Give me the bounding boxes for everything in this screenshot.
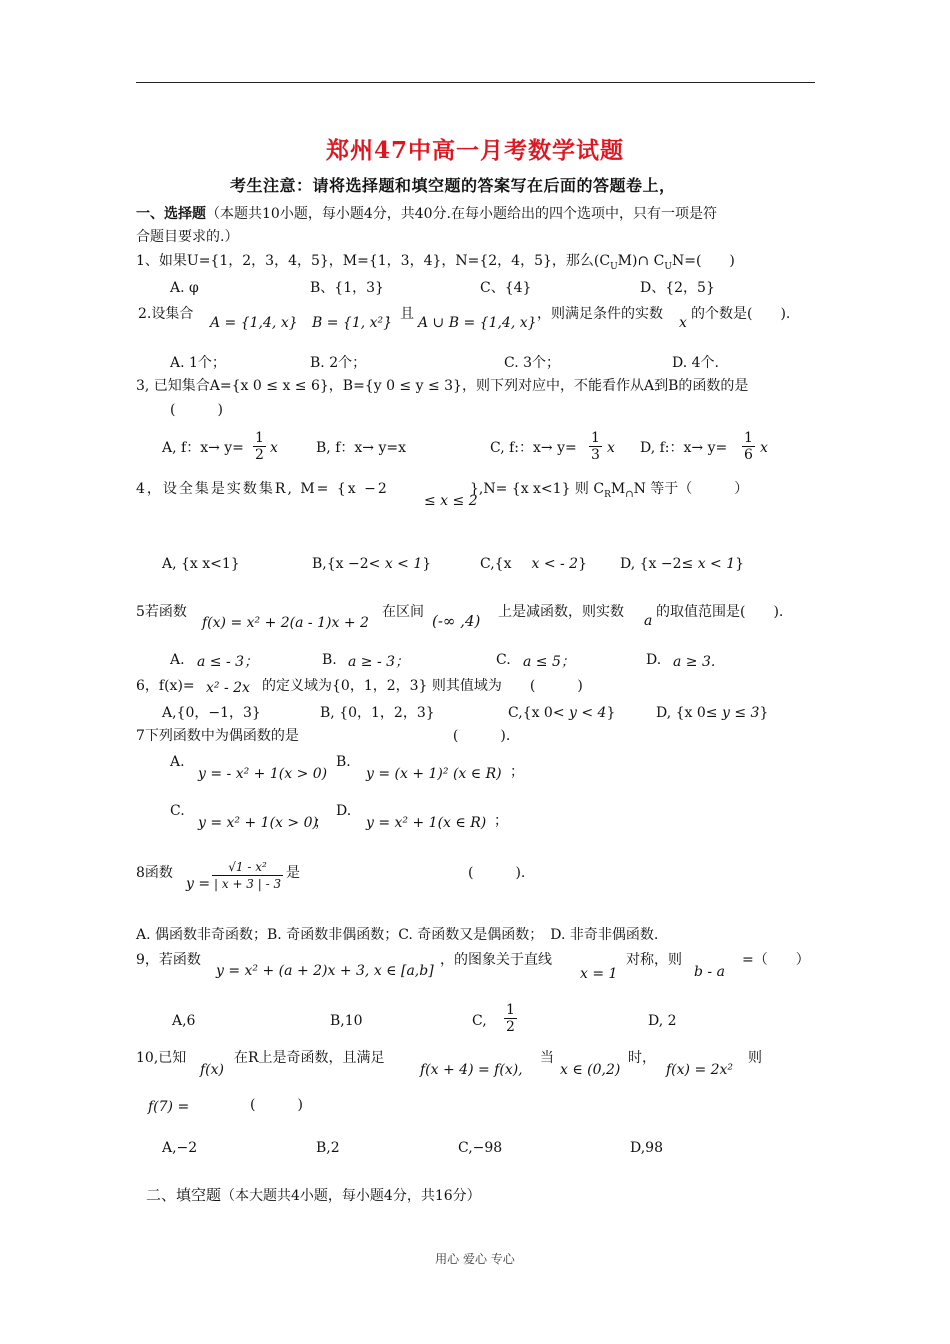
q2-set-b: B = {1, x²} <box>312 315 393 331</box>
q5-option-c: a ≤ 5； <box>523 654 575 670</box>
q10-mid: 在R上是奇函数，且满足 <box>234 1050 385 1066</box>
q3-option-a-fraction <box>253 430 266 463</box>
q9-line: x = 1 <box>580 966 618 982</box>
q2-tail2: 的个数是( ). <box>691 306 791 322</box>
q5-tail: 上是减函数，则实数 <box>498 604 624 620</box>
q2-option-d: D. 4个. <box>672 355 719 371</box>
q5-tail2: 的取值范围是( ). <box>656 604 784 620</box>
q8-options: A. 偶函数非奇函数；B. 奇函数非偶函数；C. 奇函数又是偶函数； D. 非奇非偶函数. <box>136 927 659 943</box>
q10-option-c: C,−98 <box>458 1140 503 1156</box>
q9-function: y = x² + (a + 2)x + 3, x ∈ [a,b] <box>216 963 434 979</box>
q2-option-c: C. 3个； <box>504 355 561 371</box>
q8-fraction <box>212 859 283 892</box>
q8-numerator: √1 - x² <box>212 859 283 876</box>
q2-stem-pre: 2.设集合 <box>138 306 194 322</box>
q5-option-a-label: A. <box>170 652 185 668</box>
q5-option-c-label: C. <box>496 652 511 668</box>
q3-c-den: 3 <box>591 447 600 463</box>
q3-stem-line1: 3, 已知集合A={x 0 ≤ x ≤ 6}，B={y 0 ≤ y ≤ 3}，则下列对应中，不能看作从A到B的函数的是 <box>136 378 749 394</box>
section1-desc-line1: （本题共10小题，每小题4分，共40分.在每小题给出的四个选项中，只有一项是符 <box>206 206 717 222</box>
q6-c-end: } <box>606 705 616 721</box>
q10-range: x ∈ (0,2) <box>560 1062 621 1078</box>
q1-option-b: B、{1，3} <box>310 280 384 296</box>
section1-desc-line2: 合题目要求的.） <box>136 229 239 245</box>
q7-option-d: y = x² + 1(x ∈ R) <box>366 815 487 831</box>
q9-mid: ，的图象关于直线 <box>440 952 552 968</box>
section2-desc: （本大题共4小题，每小题4分，共16分） <box>221 1188 481 1204</box>
q1-sub-u1: U <box>610 261 618 272</box>
section2-header <box>146 1186 481 1205</box>
q7-option-a-label: A. <box>170 754 185 770</box>
q3-stem-line2: ( ) <box>170 402 223 418</box>
q4-d-pre: D, {x −2 <box>620 556 682 572</box>
q9-tail2: =（ ） <box>742 952 810 968</box>
q4-option-c <box>480 555 587 573</box>
q4-b-end: } <box>422 556 432 572</box>
q4-sub-r: R <box>604 489 611 500</box>
q9-option-c: C, <box>472 1013 487 1029</box>
q1-stem <box>136 252 735 276</box>
q7-option-b: y = (x + 1)² (x ∈ R) <box>366 766 502 782</box>
q7-option-c-end: ； <box>314 815 328 831</box>
q4-stem-e: N 等于（ ） <box>633 481 749 497</box>
q9-c-den: 2 <box>506 1019 515 1035</box>
q8-denominator: | x + 3 | - 3 <box>214 877 282 891</box>
q5-option-b-label: B. <box>322 652 337 668</box>
q1-sub-u2: U <box>664 261 672 272</box>
q5-option-a: a ≤ - 3； <box>197 654 259 670</box>
q4-d-math: ≤ x < 1 <box>681 556 736 572</box>
q7-option-c: y = x² + 1(x > 0) <box>198 815 318 831</box>
q3-a-den: 2 <box>255 447 264 463</box>
q2-union: A ∪ B = {1,4, x} <box>418 315 537 331</box>
q5-interval: (-∞ ,4) <box>432 612 481 630</box>
q2-tail: ，则满足条件的实数 <box>537 306 663 322</box>
q6-d-end: } <box>759 705 769 721</box>
q10-f7: f(7) = <box>148 1099 190 1115</box>
q5-stem-pre: 5若函数 <box>136 604 187 620</box>
q4-stem-a: 4，设全集是实数集R, M= {x −2 <box>136 481 389 497</box>
q7-option-b-label: B. <box>336 754 351 770</box>
q4-option-d <box>620 555 744 573</box>
q6-stem-pre: 6，f(x)= <box>136 678 195 694</box>
q6-c-math: < y < 4 <box>552 705 607 721</box>
q6-option-d <box>656 704 768 722</box>
page-footer: 用心 爱心 专心 <box>435 1252 515 1266</box>
q4-stem-b: ≤ x ≤ 2 <box>424 493 478 509</box>
q9-tail: 对称，则 <box>626 952 682 968</box>
q7-option-a: y = - x² + 1(x > 0) <box>198 766 328 782</box>
q10-def: f(x) = 2x² <box>666 1062 734 1078</box>
q7-option-c-label: C. <box>170 803 185 819</box>
q4-cap: ∩ <box>625 488 634 500</box>
q3-d-den: 6 <box>744 447 753 463</box>
q10-fx: f(x) <box>200 1062 225 1078</box>
q2-and: ，且 <box>386 306 414 322</box>
q5-function: f(x) = x² + 2(a - 1)x + 2 <box>202 615 369 631</box>
q5-option-d: a ≥ 3. <box>673 654 716 670</box>
q4-c-end: } <box>578 556 588 572</box>
q9-option-b: B,10 <box>330 1013 363 1029</box>
q3-option-c-x: x <box>607 440 615 456</box>
q1-option-c: C、{4} <box>480 280 532 296</box>
q2-var: x <box>679 315 687 331</box>
q6-d-pre: D, {x 0 <box>656 705 706 721</box>
q8-y: y = <box>186 876 211 892</box>
q9-option-c-fraction <box>504 1002 517 1035</box>
top-rule <box>136 82 815 83</box>
q4-c-math: x < - 2 <box>531 556 579 572</box>
q3-option-c: C, f:：x→ y= <box>490 440 577 456</box>
q9-c-num: 1 <box>506 1002 515 1018</box>
q3-option-b: B, f：x→ y=x <box>316 440 406 456</box>
q5-option-d-label: D. <box>646 652 662 668</box>
q9-option-d: D, 2 <box>648 1013 677 1029</box>
q5-var: a <box>644 613 653 629</box>
q10-option-a: A,−2 <box>162 1140 198 1156</box>
q5-option-b: a ≥ - 3； <box>348 654 410 670</box>
q3-c-num: 1 <box>591 430 600 446</box>
q3-option-a: A, f：x→ y= <box>162 440 244 456</box>
q10-option-b: B,2 <box>316 1140 340 1156</box>
q4-b-pre: B,{x −2 <box>312 556 369 572</box>
q2-option-b: B. 2个； <box>310 355 367 371</box>
q3-a-num: 1 <box>255 430 264 446</box>
q6-option-b: B, {0，1，2，3} <box>320 705 435 721</box>
q1-stem-b: M)∩ C <box>617 253 665 269</box>
q10-period: f(x + 4) = f(x), <box>420 1062 523 1078</box>
q9-option-a: A,6 <box>172 1013 196 1029</box>
q3-option-d: D, f:：x→ y= <box>640 440 728 456</box>
q10-stem-pre: 10,已知 <box>136 1050 187 1066</box>
q10-when: 当 <box>540 1050 554 1066</box>
q1-stem-c: N=( ) <box>671 253 735 269</box>
q4-d-end: } <box>735 556 745 572</box>
q6-tail: 的定义域为{0，1，2，3} 则其值域为 ( ) <box>262 678 583 694</box>
exam-notice: 考生注意：请将选择题和填空题的答案写在后面的答题卷上， <box>230 176 676 195</box>
section1-header <box>136 205 717 223</box>
q10-option-d: D,98 <box>630 1140 663 1156</box>
q6-c-pre: C,{x 0 <box>508 705 553 721</box>
q4-stem-c-text: },N= {x x<1} 则 C <box>470 481 605 497</box>
q6-option-a: A,{0，−1，3} <box>162 705 261 721</box>
q3-option-d-x: x <box>760 440 768 456</box>
q1-option-a: A. φ <box>170 280 199 296</box>
q4-option-a: A, {x x<1} <box>162 556 240 572</box>
q9-expr: b - a <box>694 964 725 980</box>
q2-set-a: A = {1,4, x} <box>210 315 298 331</box>
q5-mid: 在区间 <box>382 604 424 620</box>
q6-d-math: ≤ y ≤ 3 <box>705 705 760 721</box>
q4-option-b <box>312 555 431 573</box>
q3-d-num: 1 <box>744 430 753 446</box>
section2-heading: 二、填空题 <box>146 1186 222 1204</box>
q4-c-pre: C,{x <box>480 556 512 572</box>
q3-option-d-fraction <box>742 430 755 463</box>
q1-option-d: D、{2，5} <box>640 280 715 296</box>
q7-option-d-label: D. <box>336 803 352 819</box>
q3-option-c-fraction <box>589 430 602 463</box>
q6-function: x² - 2x <box>206 680 250 696</box>
q2-option-a: A. 1个； <box>170 355 226 371</box>
q4-stem-d: M <box>610 481 626 497</box>
q4-b-math: < x < 1 <box>368 556 423 572</box>
q7-option-d-end: ； <box>494 813 508 829</box>
q3-option-a-x: x <box>270 440 278 456</box>
q1-stem-a: 1、如果U={1，2，3，4，5}，M={1，3，4}，N={2，4，5}，那么(C <box>136 253 611 269</box>
q10-paren: ( ) <box>250 1097 303 1113</box>
q8-paren: ( ). <box>468 865 526 881</box>
q9-stem-pre: 9，若函数 <box>136 952 201 968</box>
q7-option-b-end: ； <box>510 764 524 780</box>
q10-time: 时， <box>628 1050 656 1066</box>
page-title: 郑州47中高一月考数学试题 <box>325 137 624 164</box>
q8-is: 是 <box>286 865 300 881</box>
q8-stem-pre: 8函数 <box>136 865 173 881</box>
section1-heading: 一、选择题 <box>136 206 206 222</box>
q7-stem: 7下列函数中为偶函数的是 ( ). <box>136 728 511 744</box>
q4-stem-c <box>470 480 748 504</box>
q6-option-c <box>508 704 615 722</box>
q10-then: 则 <box>748 1050 762 1066</box>
